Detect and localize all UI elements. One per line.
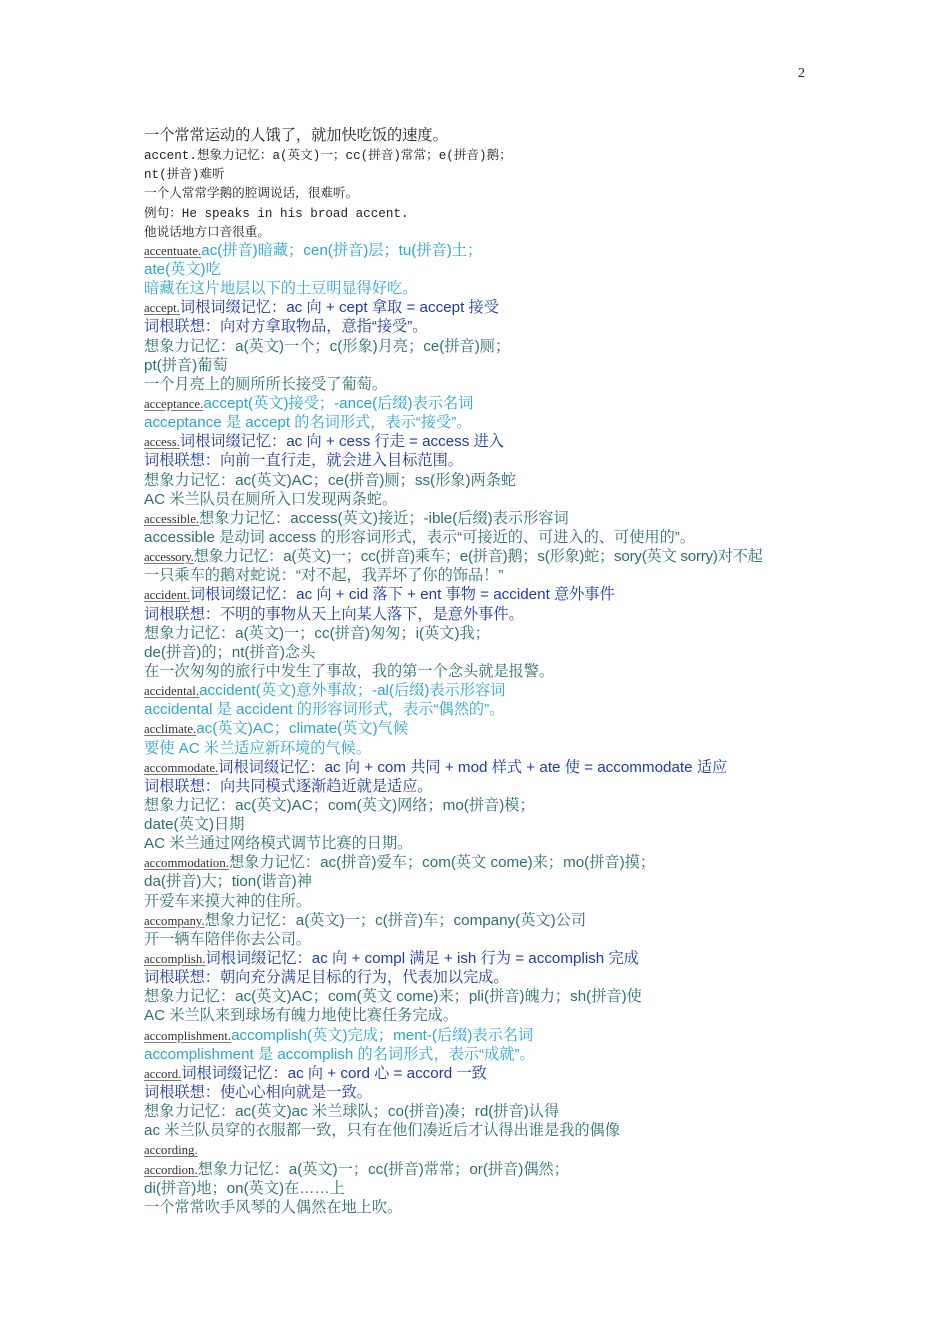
text-line <box>144 317 814 336</box>
text-line <box>144 662 814 681</box>
line-text: 词根联想：朝向充分满足目标的行为，代表加以完成。 <box>144 969 509 987</box>
text-line <box>144 451 814 470</box>
text-line <box>144 624 814 643</box>
text-line <box>144 968 814 987</box>
headword: accordion. <box>144 1162 198 1177</box>
entry-line <box>144 585 814 604</box>
line-text: AC 米兰通过网络模式调节比赛的日期。 <box>144 835 413 853</box>
headword: access. <box>144 435 180 450</box>
text-line <box>144 815 814 834</box>
line-text: accident(英文)意外事故；-al(后缀)表示形容词 <box>199 682 506 700</box>
line-text: 词根词缀记忆：ac 向 + compl 满足 + ish 行为 = accomplish 完成 <box>205 950 639 968</box>
text-line <box>144 892 814 911</box>
line-text: 词根词缀记忆：ac 向 + cid 落下 + ent 事物 = accident 意外事件 <box>189 586 615 604</box>
text-line <box>144 796 814 815</box>
line-text: 想象力记忆：a(英文)一；c(拼音)车；company(英文)公司 <box>204 911 587 929</box>
line-text: 想象力记忆：a(英文)一；cc(拼音)常常；or(拼音)偶然； <box>197 1160 569 1178</box>
page-number: 2 <box>798 66 805 81</box>
text-line <box>144 145 814 164</box>
entry-line <box>144 853 814 872</box>
line-text: acceptance 是 accept 的名词形式，表示“接受”。 <box>144 414 472 432</box>
text-line <box>144 834 814 853</box>
line-text: AC 米兰队员在厕所入口发现两条蛇。 <box>144 490 398 508</box>
line-text: 要使 AC 米兰适应新环境的气候。 <box>144 739 371 757</box>
line-text: ac 米兰队员穿的衣服都一致，只有在他们凑近后才认得出谁是我的偶像 <box>144 1122 620 1140</box>
text-line <box>144 987 814 1006</box>
line-text: 词根联想：使心心相向就是一致。 <box>144 1084 372 1102</box>
text-line <box>144 528 814 547</box>
headword: accommodate. <box>144 760 219 775</box>
line-text: 开爱车来摸大神的住所。 <box>144 892 312 910</box>
text-line <box>144 413 814 432</box>
line-text: 词根词缀记忆：ac 向 + com 共同 + mod 样式 + ate 使 = accommodate 适应 <box>218 758 728 776</box>
text-line <box>144 930 814 949</box>
entry-line <box>144 1140 814 1159</box>
line-text: de(拼音)的；nt(拼音)念头 <box>144 643 316 661</box>
headword: accessory. <box>144 550 194 565</box>
entry-line <box>144 509 814 528</box>
line-text: 词根联想：不明的事物从天上向某人落下，是意外事件。 <box>144 605 524 623</box>
line-text: 想象力记忆：a(英文)一；cc(拼音)匆匆；i(英文)我； <box>144 624 490 642</box>
headword: according. <box>144 1143 198 1158</box>
headword: accentuate. <box>144 243 202 258</box>
text-line <box>144 490 814 509</box>
entry-line <box>144 719 814 738</box>
line-text: 暗藏在这片地层以下的土豆明显得好吃。 <box>144 280 418 298</box>
line-text: di(拼音)地；on(英文)在……上 <box>144 1179 345 1197</box>
line-text: 想象力记忆：ac(英文)AC；com(英文)网络；mo(拼音)模； <box>144 796 535 814</box>
line-text: nt(拼音)难听 <box>144 168 225 183</box>
line-text: 开一辆车陪伴你去公司。 <box>144 930 312 948</box>
line-text: 想象力记忆：ac(拼音)爱车；com(英文 come)来；mo(拼音)摸； <box>228 854 656 872</box>
text-line <box>144 279 814 298</box>
line-text: 一个人常常学鹅的腔调说话，很难听。 <box>144 187 359 202</box>
line-text: pt(拼音)葡萄 <box>144 356 228 374</box>
line-text: accomplish(英文)完成；ment-(后缀)表示名词 <box>231 1026 534 1044</box>
line-text: 他说话地方口音很重。 <box>144 225 270 240</box>
text-line <box>144 471 814 490</box>
entry-line <box>144 1026 814 1045</box>
line-text: 想象力记忆：ac(英文)AC；ce(拼音)厕；ss(形象)两条蛇 <box>144 471 517 489</box>
headword: accompany. <box>144 913 205 928</box>
line-text: accessible 是动词 access 的形容词形式，表示“可接近的、可进入的、可使用的”。 <box>144 528 696 546</box>
line-text: ac(英文)AC；climate(英文)气候 <box>196 720 409 738</box>
entry-line <box>144 758 814 777</box>
text-line <box>144 1198 814 1217</box>
line-text: accomplishment 是 accomplish 的名词形式，表示“成就”。 <box>144 1045 535 1063</box>
entry-line <box>144 681 814 700</box>
headword: accidental. <box>144 684 200 699</box>
headword: accomplish. <box>144 952 206 967</box>
line-text: 词根词缀记忆：ac 向 + cept 拿取 = accept 接受 <box>179 299 499 317</box>
text-line <box>144 337 814 356</box>
entry-line <box>144 1160 814 1179</box>
text-line <box>144 872 814 891</box>
line-text: 想象力记忆：access(英文)接近；-ible(后缀)表示形容词 <box>199 509 569 527</box>
text-line <box>144 1045 814 1064</box>
line-text: ate(英文)吃 <box>144 260 221 278</box>
headword: accept. <box>144 301 180 316</box>
text-line <box>144 1083 814 1102</box>
headword: accessible. <box>144 511 200 526</box>
entry-line <box>144 911 814 930</box>
entry-line <box>144 394 814 413</box>
text-line <box>144 1102 814 1121</box>
line-text: accent.想象力记忆：a(英文)一；cc(拼音)常常；e(拼音)鹅； <box>144 149 512 164</box>
line-text: da(拼音)大；tion(谐音)神 <box>144 873 312 891</box>
text-line <box>144 126 814 145</box>
line-text: 一个常常吹手风琴的人偶然在地上吹。 <box>144 1198 403 1216</box>
line-text: ac(拼音)暗藏；cen(拼音)层；tu(拼音)土； <box>201 241 483 259</box>
line-text: 词根联想：向对方拿取物品，意指“接受”。 <box>144 318 428 336</box>
line-text: 想象力记忆：a(英文)一个；c(形象)月亮；ce(拼音)厕； <box>144 337 511 355</box>
text-line <box>144 605 814 624</box>
headword: acclimate. <box>144 722 197 737</box>
text-line <box>144 183 814 202</box>
headword: accord. <box>144 1066 182 1081</box>
entry-line <box>144 1064 814 1083</box>
line-text: accept(英文)接受；-ance(后缀)表示名词 <box>203 394 474 412</box>
text-line <box>144 643 814 662</box>
line-text: 词根词缀记忆：ac 向 + cord 心 = accord 一致 <box>181 1064 487 1082</box>
line-text: 一个月亮上的厕所所长接受了葡萄。 <box>144 375 387 393</box>
text-line <box>144 739 814 758</box>
text-line <box>144 1121 814 1140</box>
entry-line <box>144 949 814 968</box>
line-text: 一只乘车的鹅对蛇说：“对不起，我弄坏了你的饰品！” <box>144 567 504 585</box>
line-text: 词根联想：向前一直行走，就会进入目标范围。 <box>144 452 463 470</box>
text-line <box>144 222 814 241</box>
entry-line <box>144 241 814 260</box>
line-text: 词根词缀记忆：ac 向 + cess 行走 = access 进入 <box>179 433 504 451</box>
text-line <box>144 1006 814 1025</box>
text-line <box>144 203 814 222</box>
headword: accomplishment. <box>144 1028 232 1043</box>
text-line <box>144 700 814 719</box>
headword: accommodation. <box>144 856 229 871</box>
entry-line <box>144 432 814 451</box>
line-text: 想象力记忆：a(英文)一；cc(拼音)乘车；e(拼音)鹅；s(形象)蛇；sory(英文 sorry)对不起 <box>193 548 763 566</box>
entry-line <box>144 298 814 317</box>
text-line <box>144 260 814 279</box>
line-text: accidental 是 accident 的形容词形式，表示“偶然的”。 <box>144 701 505 719</box>
line-text: 词根联想：向共同模式逐渐趋近就是适应。 <box>144 777 433 795</box>
vocabulary-entries <box>144 126 814 1217</box>
line-text: 一个常常运动的人饿了，就加快吃饭的速度。 <box>144 127 448 144</box>
line-text: date(英文)日期 <box>144 816 245 834</box>
line-text: 想象力记忆：ac(英文)ac 米兰球队；co(拼音)凑；rd(拼音)认得 <box>144 1103 560 1121</box>
entry-line <box>144 547 814 566</box>
text-line <box>144 164 814 183</box>
line-text: 想象力记忆：ac(英文)AC；com(英文 come)来；pli(拼音)魄力；sh(拼音)使 <box>144 988 642 1006</box>
text-line <box>144 356 814 375</box>
line-text: 在一次匆匆的旅行中发生了事故，我的第一个念头就是报警。 <box>144 662 555 680</box>
headword: accident. <box>144 588 190 603</box>
line-text: 例句：He speaks in his broad accent. <box>144 206 409 221</box>
text-line <box>144 375 814 394</box>
text-line <box>144 1179 814 1198</box>
text-line <box>144 566 814 585</box>
line-text: AC 米兰队来到球场有魄力地使比赛任务完成。 <box>144 1007 458 1025</box>
headword: acceptance. <box>144 396 204 411</box>
text-line <box>144 777 814 796</box>
